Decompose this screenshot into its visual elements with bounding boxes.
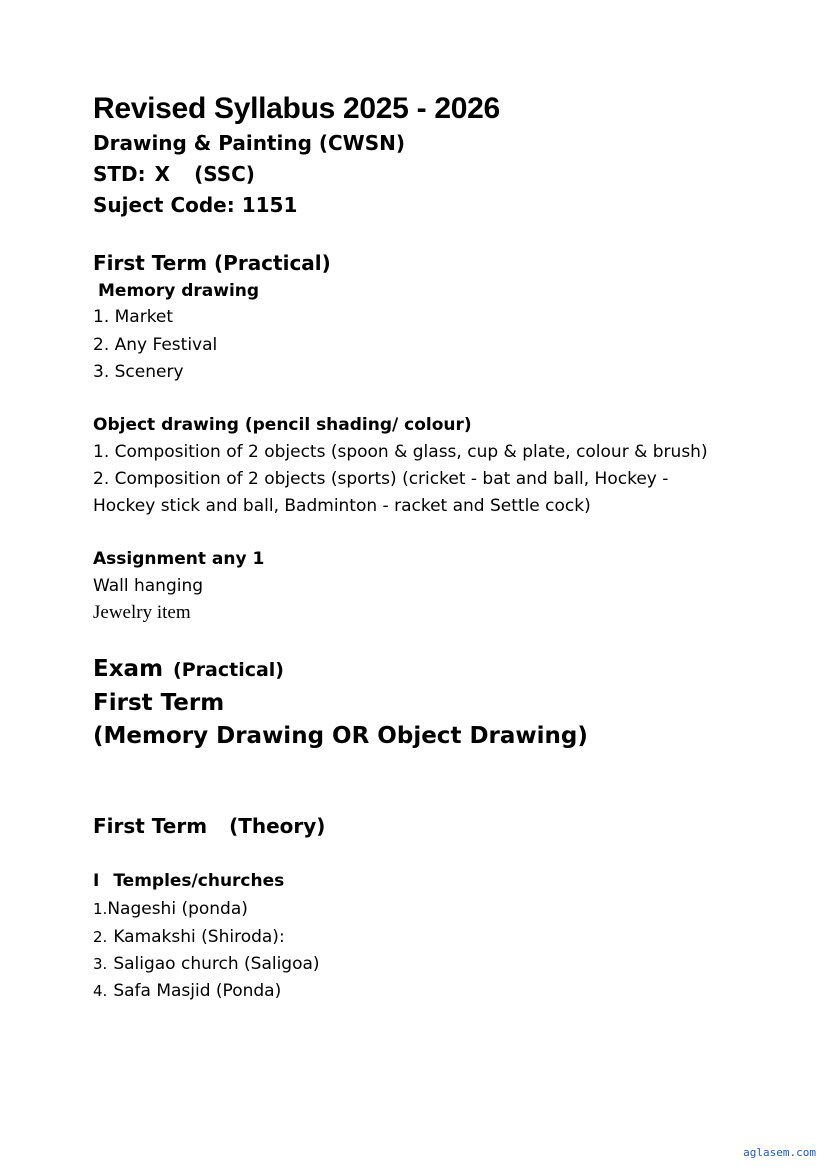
list-item [93,929,285,946]
list-item: Hockey stick and ball, Badminton - racket and Settle cock) [93,496,591,516]
exam-term: First Term [93,690,225,716]
list-item-number: 1. [93,900,108,918]
list-item-number: 2. [93,928,108,946]
subject-code: Suject Code: 1151 [93,193,298,217]
list-item-text: Saligao church (Saligoa) [113,954,320,974]
list-item [93,901,248,918]
list-item: Wall hanging [93,576,204,596]
list-item-text: Safa Masjid (Ponda) [113,981,282,1001]
list-item: 2. Composition of 2 objects (sports) (cricket - bat and ball, Hockey - [93,469,669,489]
list-item-text: Kamakshi (Shiroda): [113,927,285,947]
watermark-link[interactable]: aglasem.com [743,1146,816,1159]
section-number: I [93,871,100,891]
page-title: Revised Syllabus 2025 - 2026 [93,92,500,125]
std-label: STD: [93,162,146,186]
exam-label: Exam [93,656,164,682]
list-item: 1. Market [93,307,174,327]
section-heading [93,873,284,890]
memory-drawing-heading: Memory drawing [98,281,260,301]
subject-name: Drawing & Painting (CWSN) [93,131,406,155]
list-item-number: 4. [93,982,108,1000]
std-value: X [154,162,171,186]
object-drawing-heading: Object drawing (pencil shading/ colour) [93,415,472,435]
list-item: 2. Any Festival [93,335,218,355]
theory-heading [93,816,325,836]
section-title: Temples/churches [113,871,285,891]
list-item [93,983,281,1000]
list-item-number: 3. [93,955,108,973]
exam-heading [93,658,284,681]
std-line [93,164,255,184]
practical-heading: First Term (Practical) [93,251,331,275]
list-item [93,956,320,973]
exam-type: (Practical) [173,659,284,681]
list-item: 1. Composition of 2 objects (spoon & glass, cup & plate, colour & brush) [93,442,708,462]
theory-term: First Term [93,814,208,838]
assignment-heading: Assignment any 1 [93,549,265,569]
list-item-text: Nageshi (ponda) [107,899,248,919]
theory-type: (Theory) [229,814,326,838]
exam-detail: (Memory Drawing OR Object Drawing) [93,723,588,749]
list-item: Jewelry item [93,602,191,623]
std-board: (SSC) [194,162,255,186]
list-item: 3. Scenery [93,362,184,382]
